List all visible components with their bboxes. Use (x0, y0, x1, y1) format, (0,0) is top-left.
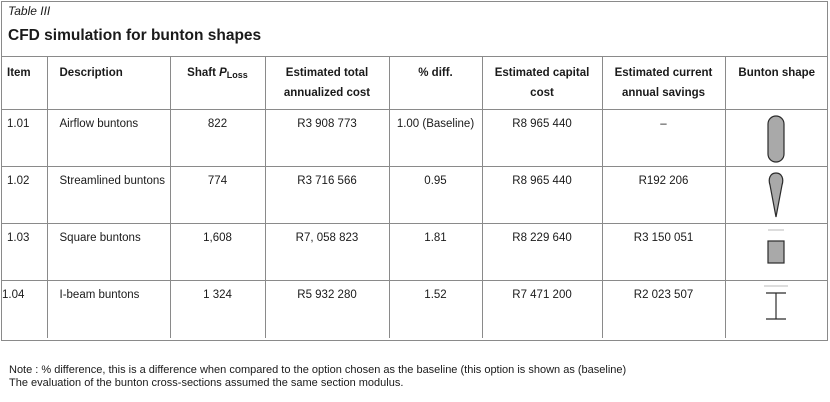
header-item: Item (1, 57, 47, 110)
cell-diff: 1.52 (389, 281, 482, 338)
header-savings (602, 57, 725, 110)
header-savings-line1: Estimated current (614, 67, 713, 79)
bunton-table (1, 56, 828, 338)
cell-item: 1.03 (1, 224, 47, 281)
cell-description: Streamlined buntons (47, 167, 170, 224)
header-total-cost (265, 57, 389, 110)
header-capital-line1: Estimated capital (494, 67, 590, 79)
header-description: Description (47, 57, 170, 110)
table-caption: CFD simulation for bunton shapes (8, 27, 262, 44)
cell-savings: R192 206 (602, 167, 725, 224)
note-line-1: Note : % difference, this is a difference when compared to the option chosen as the baseline (this option is shown as (baseline) (9, 364, 627, 376)
header-savings-line2: annual savings (621, 87, 706, 99)
cell-shape (725, 110, 828, 167)
cell-savings: R3 150 051 (602, 224, 725, 281)
table-notes (9, 364, 626, 390)
square-icon (726, 224, 829, 281)
header-total-cost-line1: Estimated total (285, 67, 369, 79)
table-row (1, 224, 828, 281)
header-shaft-p: P (219, 67, 227, 79)
header-shaft-sub: Loss (226, 70, 248, 80)
cell-capital-cost: R8 965 440 (482, 167, 602, 224)
cell-shaft-ploss: 774 (170, 167, 265, 224)
cell-capital-cost: R8 965 440 (482, 110, 602, 167)
cell-item: 1.04 (1, 281, 47, 338)
cell-diff: 1.81 (389, 224, 482, 281)
table-label: Table III (8, 4, 51, 18)
header-shape: Bunton shape (725, 57, 828, 110)
header-shaft-ploss (170, 57, 265, 110)
table-row (1, 167, 828, 224)
cell-shape (725, 167, 828, 224)
cell-total-cost: R7, 058 823 (265, 224, 389, 281)
cell-description: I-beam buntons (47, 281, 170, 338)
header-row (1, 57, 828, 110)
header-capital-cost (482, 57, 602, 110)
header-capital-line2: cost (530, 87, 554, 99)
cell-total-cost: R3 716 566 (265, 167, 389, 224)
teardrop-icon (726, 167, 829, 224)
cell-item: 1.01 (1, 110, 47, 167)
table-row (1, 281, 828, 338)
cell-description: Airflow buntons (47, 110, 170, 167)
cell-capital-cost: R7 471 200 (482, 281, 602, 338)
header-total-cost-line2: annualized cost (283, 87, 371, 99)
i-beam-icon (726, 281, 829, 338)
cell-shaft-ploss: 822 (170, 110, 265, 167)
header-diff: % diff. (389, 57, 482, 110)
cell-shape (725, 281, 828, 338)
cell-capital-cost: R8 229 640 (482, 224, 602, 281)
rounded-rectangle-icon (726, 110, 829, 167)
cell-shape (725, 224, 828, 281)
cell-description: Square buntons (47, 224, 170, 281)
cell-shaft-ploss: 1 324 (170, 281, 265, 338)
note-line-2: The evaluation of the bunton cross-sections assumed the same section modulus. (9, 377, 404, 389)
header-shaft-prefix: Shaft (187, 67, 220, 79)
cell-diff: 1.00 (Baseline) (389, 110, 482, 167)
cell-savings: R2 023 507 (602, 281, 725, 338)
table-row (1, 110, 828, 167)
cell-total-cost: R3 908 773 (265, 110, 389, 167)
cell-savings: – (602, 110, 725, 167)
cell-total-cost: R5 932 280 (265, 281, 389, 338)
cell-shaft-ploss: 1,608 (170, 224, 265, 281)
cell-diff: 0.95 (389, 167, 482, 224)
cell-item: 1.02 (1, 167, 47, 224)
